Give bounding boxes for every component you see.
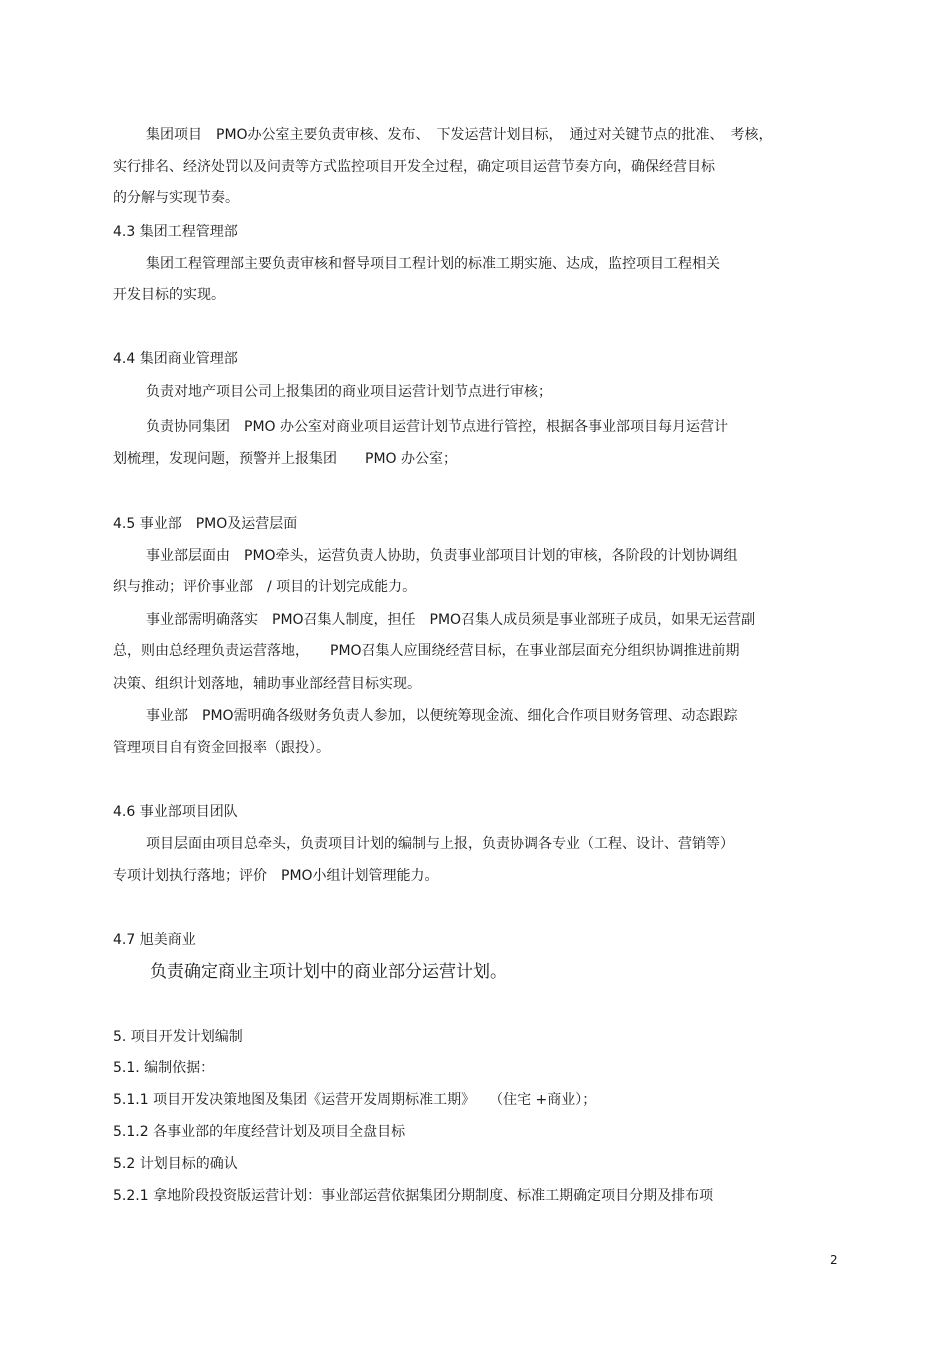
paragraph-line: 负责确定商业主项计划中的商业部分运营计划。 <box>150 962 507 982</box>
paragraph-line: 集团工程管理部主要负责审核和督导项目工程计划的标准工期实施、达成，监控项目工程相关 <box>146 256 720 272</box>
paragraph-line: 的分解与实现节奏。 <box>113 190 239 206</box>
section-heading: 5.2 计划目标的确认 <box>113 1156 238 1172</box>
paragraph-line: 织与推动；评价事业部 / 项目的计划完成能力。 <box>113 579 417 595</box>
paragraph-line: 事业部层面由 PMO牵头，运营负责人协助，负责事业部项目计划的审核，各阶段的计划协调组 <box>146 548 738 564</box>
section-heading: 5. 项目开发计划编制 <box>113 1029 243 1045</box>
paragraph-line: 5.2.1 拿地阶段投资版运营计划：事业部运营依据集团分期制度、标准工期确定项目分期及排布项 <box>113 1188 714 1204</box>
section-heading: 4.4 集团商业管理部 <box>113 351 238 367</box>
paragraph-line: 事业部需明确落实 PMO召集人制度，担任 PMO召集人成员须是事业部班子成员，如果无运营副 <box>146 612 756 628</box>
section-heading: 5.1. 编制依据： <box>113 1060 215 1076</box>
paragraph-line: 总，则由总经理负责运营落地， PMO召集人应围绕经营目标，在事业部层面充分组织协调推进前期 <box>113 643 740 659</box>
paragraph-line: 项目层面由项目总牵头，负责项目计划的编制与上报，负责协调各专业（工程、设计、营销等） <box>146 836 734 852</box>
paragraph-line: 管理项目自有资金回报率（跟投）。 <box>113 740 330 756</box>
paragraph-line: 负责协同集团 PMO 办公室对商业项目运营计划节点进行管控，根据各事业部项目每月运营计 <box>146 419 728 435</box>
paragraph-line: 集团项目 PMO办公室主要负责审核、发布、 下发运营计划目标， 通过对关键节点的批准、 考核， <box>146 127 773 143</box>
paragraph-line: 专项计划执行落地；评价 PMO小组计划管理能力。 <box>113 868 439 884</box>
paragraph-line: 决策、组织计划落地，辅助事业部经营目标实现。 <box>113 676 421 692</box>
page-number: 2 <box>830 1253 838 1267</box>
paragraph-line: 5.1.2 各事业部的年度经营计划及项目全盘目标 <box>113 1124 406 1140</box>
section-heading: 4.6 事业部项目团队 <box>113 804 238 820</box>
paragraph-line: 事业部 PMO需明确各级财务负责人参加，以便统筹现金流、细化合作项目财务管理、动态跟踪 <box>146 708 738 724</box>
section-heading: 4.5 事业部 PMO及运营层面 <box>113 516 298 532</box>
paragraph-line: 5.1.1 项目开发决策地图及集团《运营开发周期标准工期》 （住宅 +商业）； <box>113 1092 597 1108</box>
paragraph-line: 开发目标的实现。 <box>113 287 225 303</box>
paragraph-line: 负责对地产项目公司上报集团的商业项目运营计划节点进行审核； <box>146 384 552 400</box>
paragraph-line: 划梳理，发现问题，预警并上报集团 PMO 办公室； <box>113 451 457 467</box>
paragraph-line: 实行排名、经济处罚以及问责等方式监控项目开发全过程，确定项目运营节奏方向，确保经营目标 <box>113 159 715 175</box>
section-heading: 4.3 集团工程管理部 <box>113 224 238 240</box>
section-heading: 4.7 旭美商业 <box>113 932 196 948</box>
